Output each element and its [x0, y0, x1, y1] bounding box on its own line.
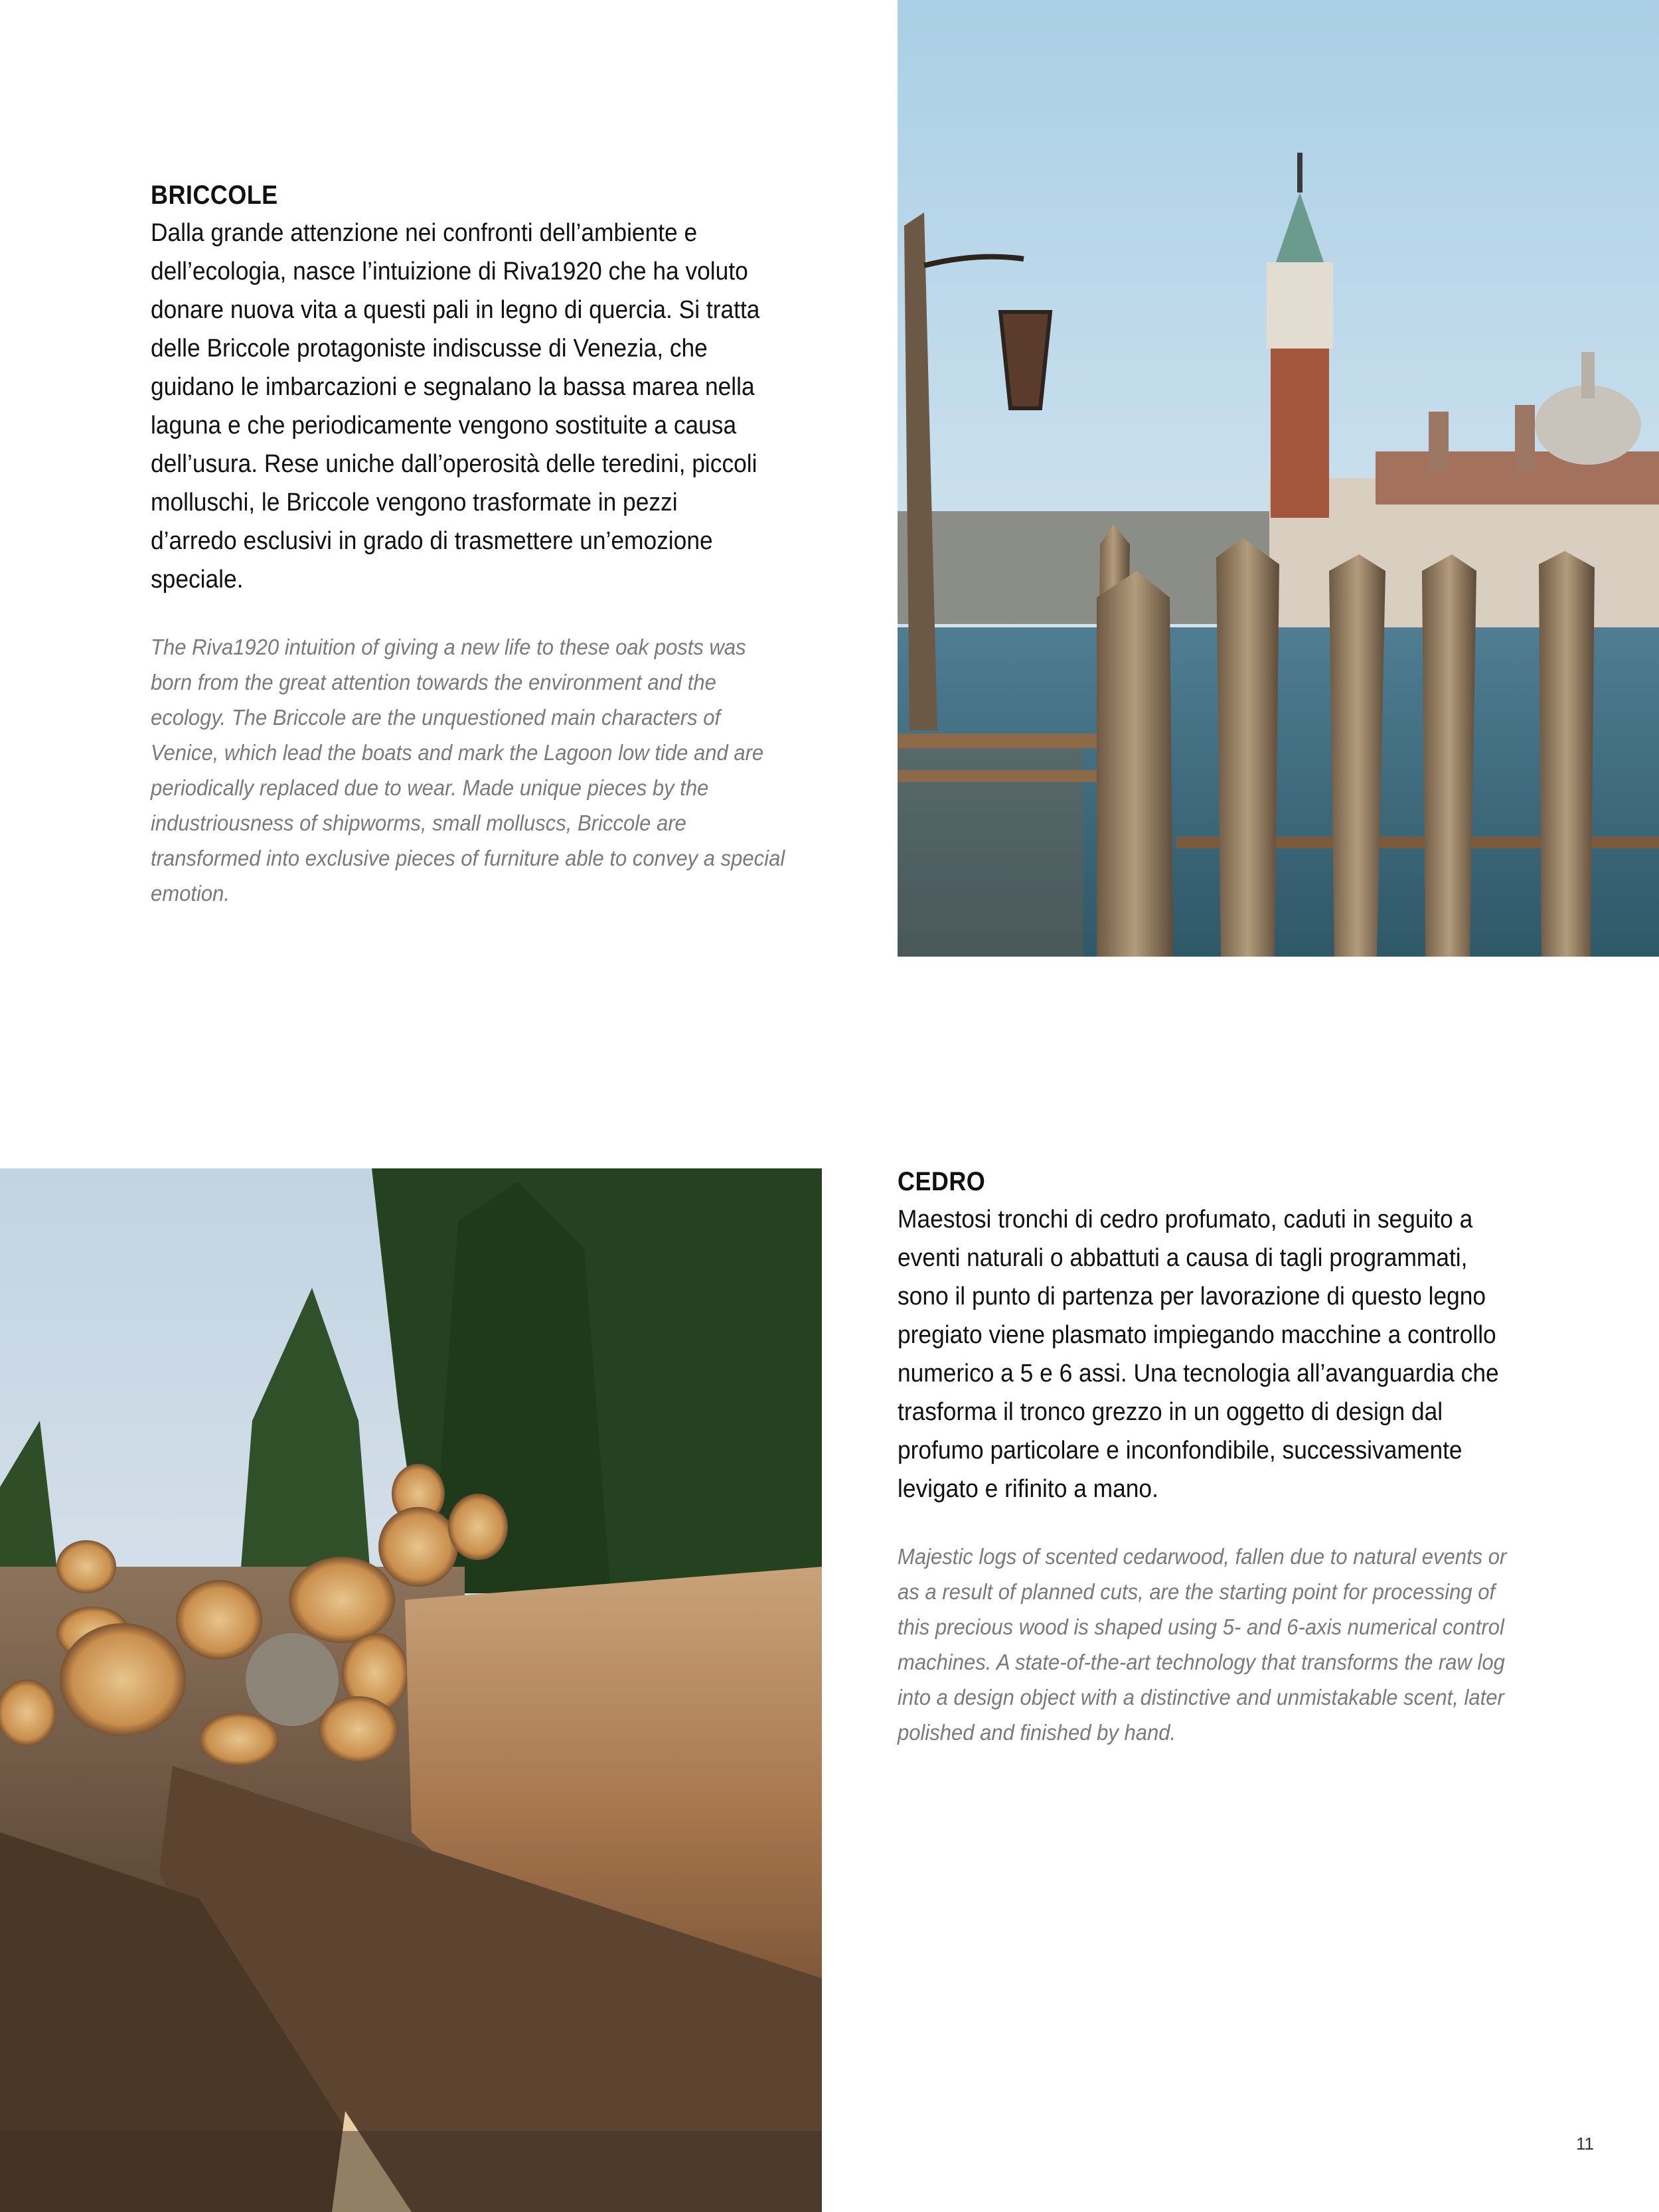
briccole-italian-text: Dalla grande attenzione nei confronti dell’ambiente e dell’ecologia, nasce l’intuizione di Riva1920 che ha voluto donare nuova vita a questi pali in legno di quercia. Si tratta delle Briccole protagoniste indiscusse di Venezia, che guidano le imbarcazioni e segnalano la bassa marea nella laguna e che periodicamente vengono sostituite a causa dell’usura. Rese uniche dall’operosità delle teredini, piccoli molluschi, le Briccole vengono trasformate in pezzi d’arredo esclusivi in grado di trasmettere un’emozione speciale. [151, 219, 760, 593]
venice-briccole-photo [898, 0, 1659, 957]
briccole-english-text: The Riva1920 intuition of giving a new life to these oak posts was born from the great attention towards the environment and the ecology. The Briccole are the unquestioned main characters of Venice, which lead the boats and mark the Lagoon low tide and are periodically replaced due to wear. Made unique pieces by the industriousness of shipworms, small molluscs, Briccole are transformed into exclusive pieces of furniture able to convey a special emotion. [151, 635, 785, 906]
cedro-title: CEDRO [898, 1167, 986, 1196]
cedro-section [898, 1163, 1568, 1750]
cedar-logs-photo [0, 1168, 822, 2212]
page-number: 11 [1576, 2134, 1594, 2154]
cedro-english-text: Majestic logs of scented cedarwood, fallen due to natural events or as a result of planned cuts, are the starting point for processing of this precious wood is shaped using 5- and 6-axis numerical control machines. A state-of-the-art technology that transforms the raw log into a design object with a distinctive and unmistakable scent, later polished and finished by hand. [898, 1544, 1507, 1745]
cedro-italian-text: Maestosi tronchi di cedro profumato, caduti in seguito a eventi naturali o abbattuti a causa di tagli programmati, sono il punto di partenza per lavorazione di questo legno pregiato viene plasmato impiegando macchine a controllo numerico a 5 e 6 assi. Una tecnologia all’avanguardia che trasforma il tronco grezzo in un oggetto di design dal profumo particolare e inconfondibile, successivamente levigato e rifinito a mano. [898, 1206, 1499, 1503]
briccole-section [151, 177, 828, 911]
briccole-title: BRICCOLE [151, 181, 278, 210]
